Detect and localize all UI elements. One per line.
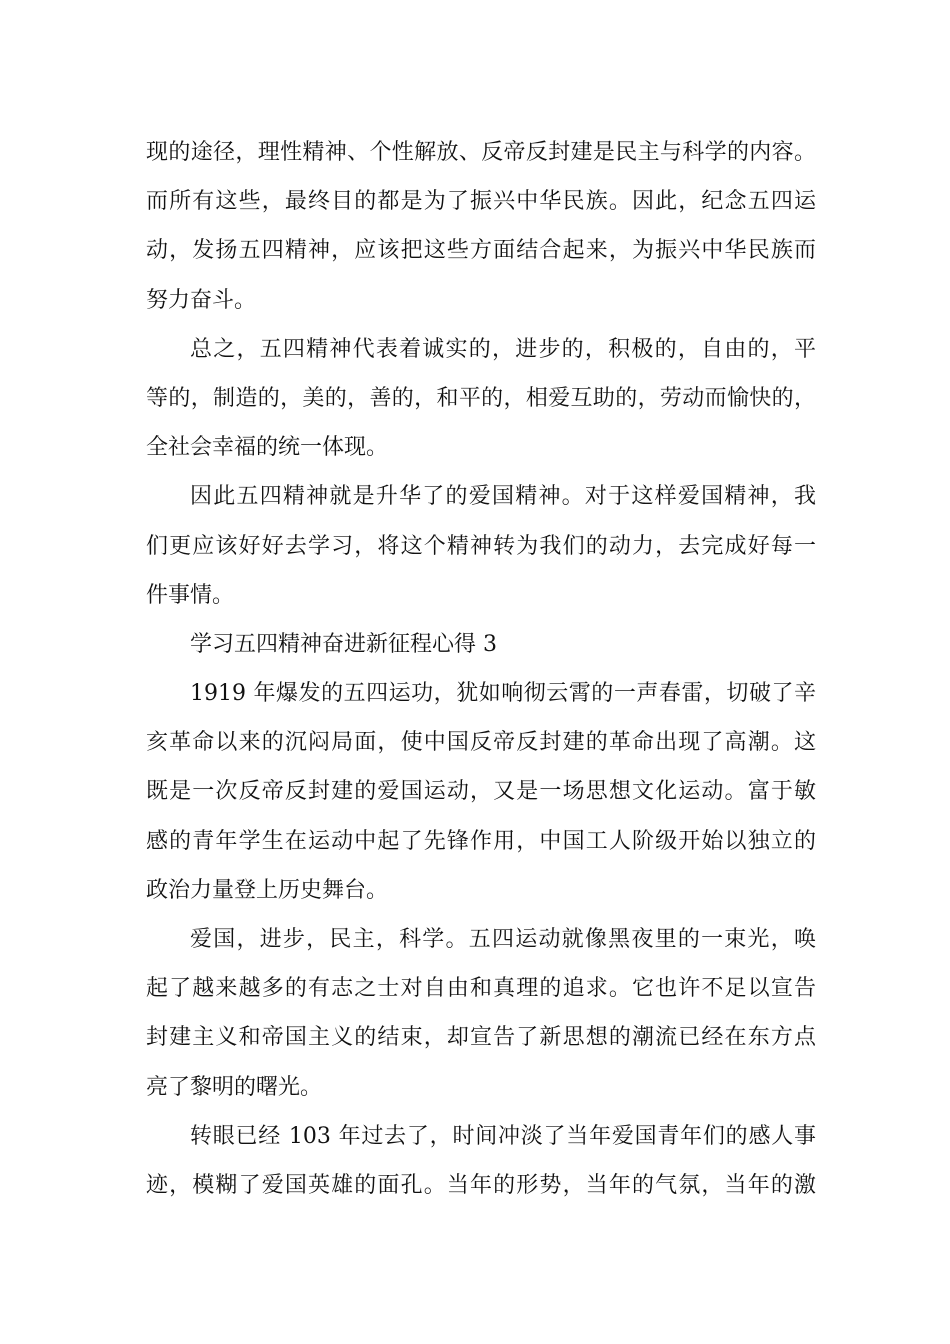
text-line: 因此五四精神就是升华了的爱国精神。对于这样爱国精神，我 xyxy=(190,484,816,510)
text-line: 全社会幸福的统一体现。 xyxy=(146,435,389,461)
body-text xyxy=(146,128,816,1210)
text-line: 动，发扬五四精神，应该把这些方面结合起来，为振兴中华民族而 xyxy=(146,238,816,264)
text-line: 起了越来越多的有志之士对自由和真理的追求。它也许不足以宣告 xyxy=(146,976,816,1002)
text-line: 现的途径，理性精神、个性解放、反帝反封建是民主与科学的内容。 xyxy=(146,140,816,165)
section-heading: 学习五四精神奋进新征程心得 3 xyxy=(190,631,497,657)
text-line: 们更应该好好去学习，将这个精神转为我们的动力，去完成好每一 xyxy=(146,533,816,559)
text-line: 感的青年学生在运动中起了先锋作用，中国工人阶级开始以独立的 xyxy=(146,828,816,854)
text-line: 总之，五四精神代表着诚实的，进步的，积极的，自由的，平 xyxy=(190,336,816,362)
text-line: 努力奋斗。 xyxy=(146,287,257,313)
text-line: 政治力量登上历史舞台。 xyxy=(146,877,389,903)
text-line: 爱国，进步，民主，科学。五四运动就像黑夜里的一束光，唤 xyxy=(190,927,816,952)
text-line: 而所有这些，最终目的都是为了振兴中华民族。因此，纪念五四运 xyxy=(146,189,816,215)
text-line: 等的，制造的，美的，善的，和平的，相爱互助的，劳动而愉快的， xyxy=(146,385,816,411)
text-line: 亮了黎明的曙光。 xyxy=(146,1074,323,1100)
text-line: 封建主义和帝国主义的结束，却宣告了新思想的潮流已经在东方点 xyxy=(146,1025,816,1051)
text-line: 转眼已经 103 年过去了，时间冲淡了当年爱国青年们的感人事 xyxy=(190,1123,816,1149)
text-line: 亥革命以来的沉闷局面，使中国反帝反封建的革命出现了高潮。这 xyxy=(146,730,816,756)
text-line: 1919 年爆发的五四运功，犹如响彻云霄的一声春雷，切破了辛 xyxy=(190,681,816,707)
text-line: 件事情。 xyxy=(146,582,235,608)
text-line: 既是一次反帝反封建的爱国运动，又是一场思想文化运动。富于敏 xyxy=(146,779,816,805)
text-line: 迹，模糊了爱国英雄的面孔。当年的形势，当年的气氛，当年的激 xyxy=(146,1172,816,1198)
